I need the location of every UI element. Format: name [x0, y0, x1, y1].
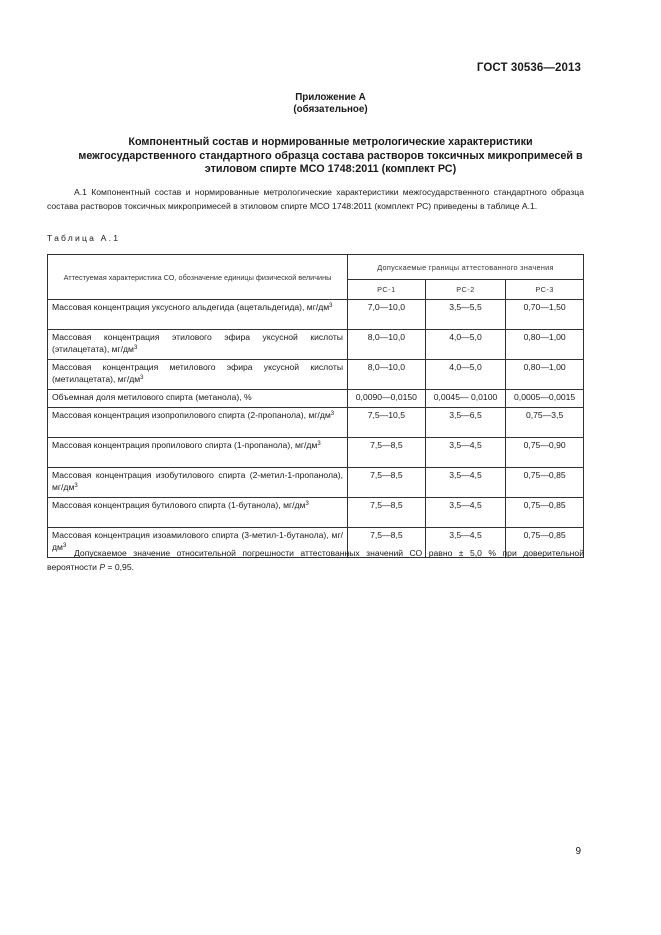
row-name-cell: Массовая концентрация бутилового спирта (1-бутанола), $мг/дм^3$: [48, 498, 348, 528]
value-cell: 3,5—4,5: [425, 498, 505, 528]
value-cell: 7,0—10,0: [348, 300, 426, 330]
value-cell: 0,75—3,5: [506, 408, 584, 438]
value-cell: 0,75—0,85: [506, 468, 584, 498]
document-title: [40, 136, 621, 177]
value-cell: 3,5—6,5: [425, 408, 505, 438]
value-cell: 0,0005—0,0015: [506, 390, 584, 408]
table-row: [48, 360, 584, 390]
table-row: [48, 300, 584, 330]
title-line-3: этиловом спирте МСО 1748:2011 (комплект РС): [204, 163, 457, 175]
value-cell: 7,5—8,5: [348, 438, 426, 468]
header-limits: Допускаемые границы аттестованного значения: [348, 255, 584, 280]
value-cell: 0,70—1,50: [506, 300, 584, 330]
title-line-2: межгосударственного стандартного образца состава растворов токсичных микропримесей в: [78, 149, 583, 162]
value-cell: 3,5—4,5: [425, 438, 505, 468]
header-col-rs1: РС-1: [348, 280, 426, 300]
value-cell: 3,5—5,5: [425, 300, 505, 330]
value-cell: 0,75—0,85: [506, 498, 584, 528]
value-cell: 4,0—5,0: [425, 330, 505, 360]
standard-code: ГОСТ 30536—2013: [476, 62, 581, 74]
row-name-cell: Объемная доля метилового спирта (метанола), %: [48, 390, 348, 408]
value-cell: 0,75—0,90: [506, 438, 584, 468]
value-cell: 0,80—1,00: [506, 330, 584, 360]
value-cell: 4,0—5,0: [425, 360, 505, 390]
row-name-cell: Массовая концентрация уксусного альдегида (ацетальдегида), $мг/дм^3$: [48, 300, 348, 330]
value-cell: 7,5—8,5: [348, 468, 426, 498]
appendix-status: (обязательное): [293, 104, 368, 115]
table-row: [48, 330, 584, 360]
table-row: [48, 498, 584, 528]
header-characteristic: Аттестуемая характеристика СО, обозначение единицы физической величины: [48, 255, 348, 300]
table-caption: Таблица А.1: [47, 233, 121, 243]
row-name-cell: Массовая концентрация изоамилового спирта (3-метил-1-бутанола), $мг/дм^3$: [48, 528, 348, 558]
table-row: [48, 468, 584, 498]
intro-paragraph: А.1 Компонентный состав и нормированные метрологические характеристики межгосударственного стандартного образца состава растворов токсичных микропримесей в этиловом спирте МСО 1748:2011 (комплект РС) приведены в таблице А.1.: [47, 187, 584, 211]
value-cell: 0,0090—0,0150: [348, 390, 426, 408]
value-cell: 7,5—8,5: [348, 528, 426, 558]
table-row: [48, 408, 584, 438]
row-name-cell: Массовая концентрация этилового эфира уксусной кислоты (этилацетата), $мг/дм^3$: [48, 330, 348, 360]
data-table: [47, 254, 584, 558]
row-name-cell: Массовая концентрация изопропилового спирта (2-пропанола), $мг/дм^3$: [48, 408, 348, 438]
value-cell: 7,5—10,5: [348, 408, 426, 438]
table-row: [48, 438, 584, 468]
value-cell: 3,5—4,5: [425, 528, 505, 558]
probability-variable: P: [99, 561, 106, 572]
accuracy-note: Допускаемое значение относительной погрешности аттестованных значений СО равно ± 5,0 % при доверительной вероятности P = 0,95.: [47, 548, 584, 572]
value-cell: 7,5—8,5: [348, 498, 426, 528]
title-line-1: Компонентный состав и нормированные метрологические характеристики: [128, 136, 533, 148]
table-row: [48, 390, 584, 408]
value-cell: 8,0—10,0: [348, 360, 426, 390]
value-cell: 0,0045— 0,0100: [425, 390, 505, 408]
header-col-rs2: РС-2: [425, 280, 505, 300]
value-cell: 0,75—0,85: [506, 528, 584, 558]
appendix-label: Приложение А: [295, 92, 366, 103]
row-name-cell: Массовая концентрация изобутилового спирта (2-метил-1-пропанола), $мг/дм^3$: [48, 468, 348, 498]
appendix-heading: [0, 92, 661, 116]
value-cell: 3,5—4,5: [425, 468, 505, 498]
value-cell: 8,0—10,0: [348, 330, 426, 360]
value-cell: 0,80—1,00: [506, 360, 584, 390]
header-col-rs3: РС-3: [506, 280, 584, 300]
page-number: 9: [575, 846, 581, 857]
row-name-cell: Массовая концентрация пропилового спирта (1-пропанола), $мг/дм^3$: [48, 438, 348, 468]
row-name-cell: Массовая концентрация метилового эфира уксусной кислоты (метилацетата), $мг/дм^3$: [48, 360, 348, 390]
